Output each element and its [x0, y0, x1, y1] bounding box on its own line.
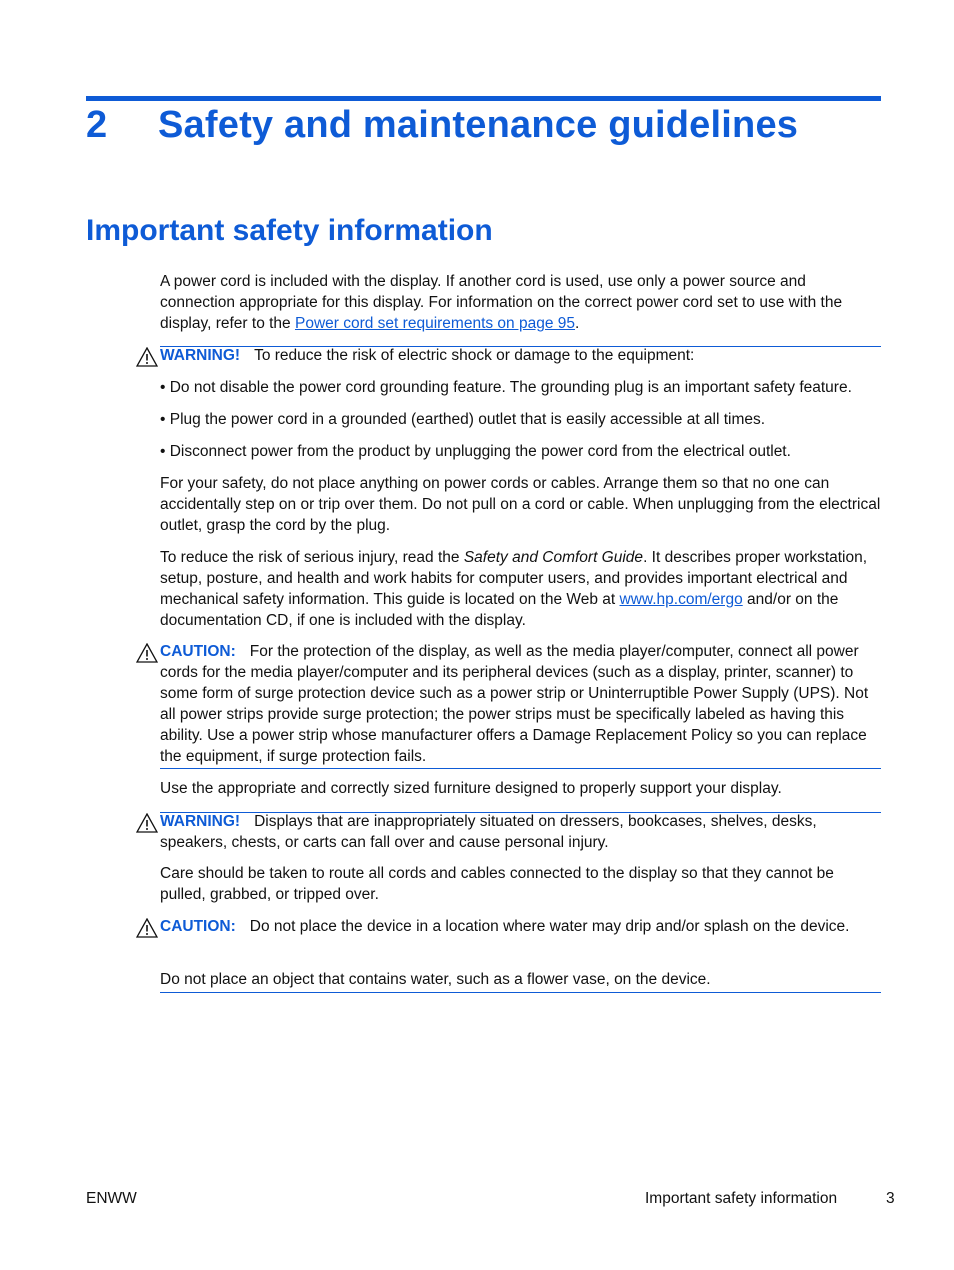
intro-paragraph: [160, 271, 882, 334]
warning2-text: [160, 811, 882, 853]
intro-text-end: .: [575, 315, 580, 332]
warning1-label: WARNING!: [160, 347, 241, 364]
intro-text: A power cord is included with the display. If another cord is used, use only a power source and connection appropriate for this display. For information on the correct power cord set to use with the display, refer to the: [160, 273, 843, 332]
section-title: Important safety information: [86, 214, 493, 247]
page-number: 3: [886, 1190, 895, 1207]
warning1-body: To reduce the risk of electric shock or damage to the equipment:: [254, 347, 695, 364]
warning-triangle-icon: [136, 643, 158, 663]
list-item: • Do not disable the power cord grounding feature. The grounding plug is an important safety feature.: [160, 379, 852, 396]
chapter-title-text: Safety and maintenance guidelines: [158, 104, 799, 146]
warning1-text: [160, 345, 882, 366]
footer-left: ENWW: [86, 1190, 137, 1207]
comfort-text-end: and/or on the documentation CD, if one is included with the display.: [160, 591, 839, 629]
list-item: • Disconnect power from the product by unplugging the power cord from the electrical outlet.: [160, 443, 791, 460]
power-cord-link[interactable]: Power cord set requirements on page 95: [294, 315, 576, 332]
caution2-bottom-rule: [160, 992, 881, 993]
ergo-link[interactable]: www.hp.com/ergo: [619, 591, 743, 608]
caution1-body: For the protection of the display, as well as the media player/computer, connect all power cords for the media player/computer and its peripheral devices (such as a display, printer, scanner) to some form of surge protection device such as a power strip or Uninterruptible Power Supply (UPS). Not all power strips provide surge protection; the power strips must be specifically labeled as having this ability. Use a power strip whose manufacturer offers a Damage Replacement Policy so you can replace the equipment, if surge protection fails.: [160, 643, 869, 765]
footer-section: Important safety information: [645, 1190, 838, 1207]
chapter-title: [86, 104, 798, 147]
comfort-text: To reduce the risk of serious injury, read the: [160, 549, 464, 566]
caution1-text: [160, 641, 882, 767]
warning2-label: WARNING!: [160, 813, 241, 830]
list-item: • Plug the power cord in a grounded (earthed) outlet that is easily accessible at all times.: [160, 411, 766, 428]
cable-routing-paragraph: Care should be taken to route all cords and cables connected to the display so that they cannot be pulled, grabbed, or tripped over.: [160, 865, 834, 903]
cord-safety-paragraph: For your safety, do not place anything on power cords or cables. Arrange them so that no one can accidentally step on or trip over them. Do not pull on a cord or cable. When unplugging from the electrical outlet, grasp the cord by the plug.: [160, 475, 881, 534]
chapter-number: 2: [86, 104, 108, 146]
caution2-body: Do not place the device in a location where water may drip and/or splash on the device.: [249, 918, 850, 935]
comfort-text-mid: . It describes proper workstation, setup, posture, and health and work habits for computer users, and provides important electrical and mechanical safety information. This guide is located on the Web at: [160, 549, 868, 608]
warning-triangle-icon: [136, 347, 158, 367]
comfort-guide-title: Safety and Comfort Guide: [463, 549, 644, 566]
comfort-guide-paragraph: [160, 547, 882, 631]
caution2-label: CAUTION:: [160, 918, 236, 935]
chapter-rule: [86, 96, 881, 101]
caution1-bottom-rule: [160, 768, 881, 769]
caution2-text: [160, 916, 882, 937]
water-paragraph: Do not place an object that contains water, such as a flower vase, on the device.: [160, 971, 711, 988]
warning-triangle-icon: [136, 918, 158, 938]
warning2-body: Displays that are inappropriately situated on dressers, bookcases, shelves, desks, speakers, chests, or carts can fall over and cause personal injury.: [160, 813, 817, 851]
furniture-paragraph: Use the appropriate and correctly sized furniture designed to properly support your display.: [160, 780, 782, 797]
caution1-label: CAUTION:: [160, 643, 236, 660]
warning-triangle-icon: [136, 813, 158, 833]
